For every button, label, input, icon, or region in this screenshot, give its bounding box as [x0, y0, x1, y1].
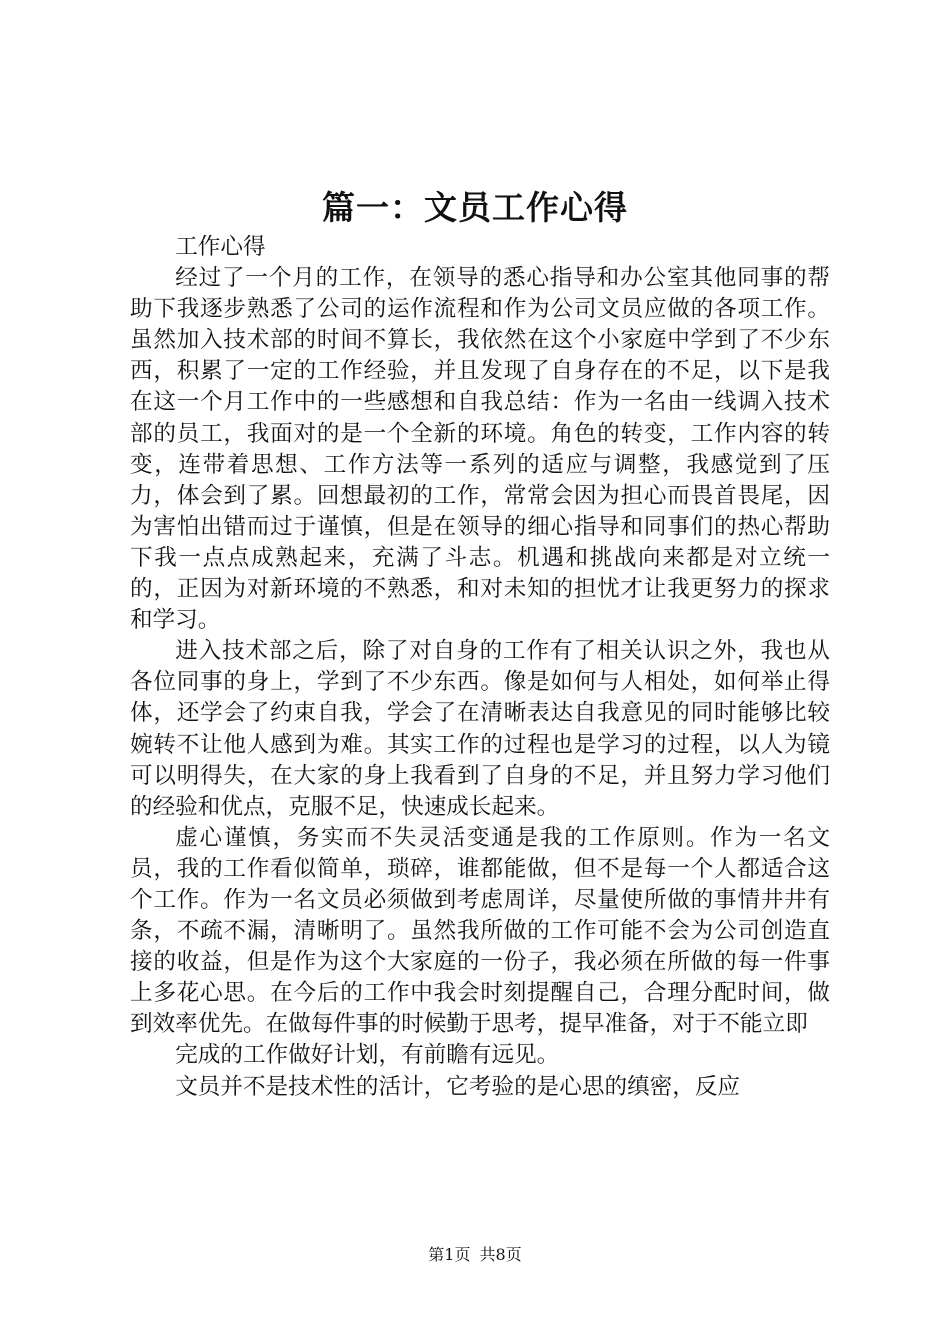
paragraph: 经过了一个月的工作，在领导的悉心指导和办公室其他同事的帮助下我逐步熟悉了公司的运作流程和作为公司文员应做的各项工作。虽然加入技术部的时间不算长，我依然在这个小家庭中学到了不少东西，积累了一定的工作经验，并且发现了自身存在的不足，以下是我在这一个月工作中的一些感想和自我总结：作为一名由一线调入技术部的员工，我面对的是一个全新的环境。角色的转变，工作内容的转变，连带着思想、工作方法等一系列的适应与调整，我感觉到了压力，体会到了累。回想最初的工作，常常会因为担心而畏首畏尾，因为害怕出错而过于谨慎，但是在领导的细心指导和同事们的热心帮助下我一点点成熟起来，充满了斗志。机遇和挑战向来都是对立统一的，正因为对新环境的不熟悉，和对未知的担忧才让我更努力的探求和学习。: [130, 265, 830, 634]
page-footer: [0, 1244, 950, 1266]
page-number: 第1页: [428, 1245, 471, 1264]
paragraph: 完成的工作做好计划，有前瞻有远见。: [175, 1042, 560, 1069]
paragraph: 虚心谨慎，务实而不失灵活变通是我的工作原则。作为一名文员，我的工作看似简单，琐碎，谁都能做，但不是每一个人都适合这个工作。作为一名文员必须做到考虑周详，尽量使所做的事情井井有条，不疏不漏，清晰明了。虽然我所做的工作可能不会为公司创造直接的收益，但是作为这个大家庭的一份子，我必须在所做的每一件事上多花心思。在今后的工作中我会时刻提醒自己，合理分配时间，做到效率优先。在做每件事的时候勤于思考，提早准备，对于不能立即: [130, 824, 830, 1038]
document-title: 篇一：文员工作心得: [322, 188, 628, 227]
page-total: 共8页: [479, 1245, 522, 1264]
document-body: [130, 232, 830, 1103]
paragraph: 文员并不是技术性的活计，它考验的是心思的缜密，反应: [175, 1073, 741, 1100]
paragraph-heading: 工作心得: [175, 234, 266, 260]
paragraph: 进入技术部之后，除了对自身的工作有了相关认识之外，我也从各位同事的身上，学到了不少东西。像是如何与人相处，如何举止得体，还学会了约束自我，学会了在清晰表达自我意见的同时能够比较婉转不让他人感到为难。其实工作的过程也是学习的过程，以人为镜可以明得失，在大家的身上我看到了自身的不足，并且努力学习他们的经验和优点，克服不足，快速成长起来。: [130, 638, 830, 820]
